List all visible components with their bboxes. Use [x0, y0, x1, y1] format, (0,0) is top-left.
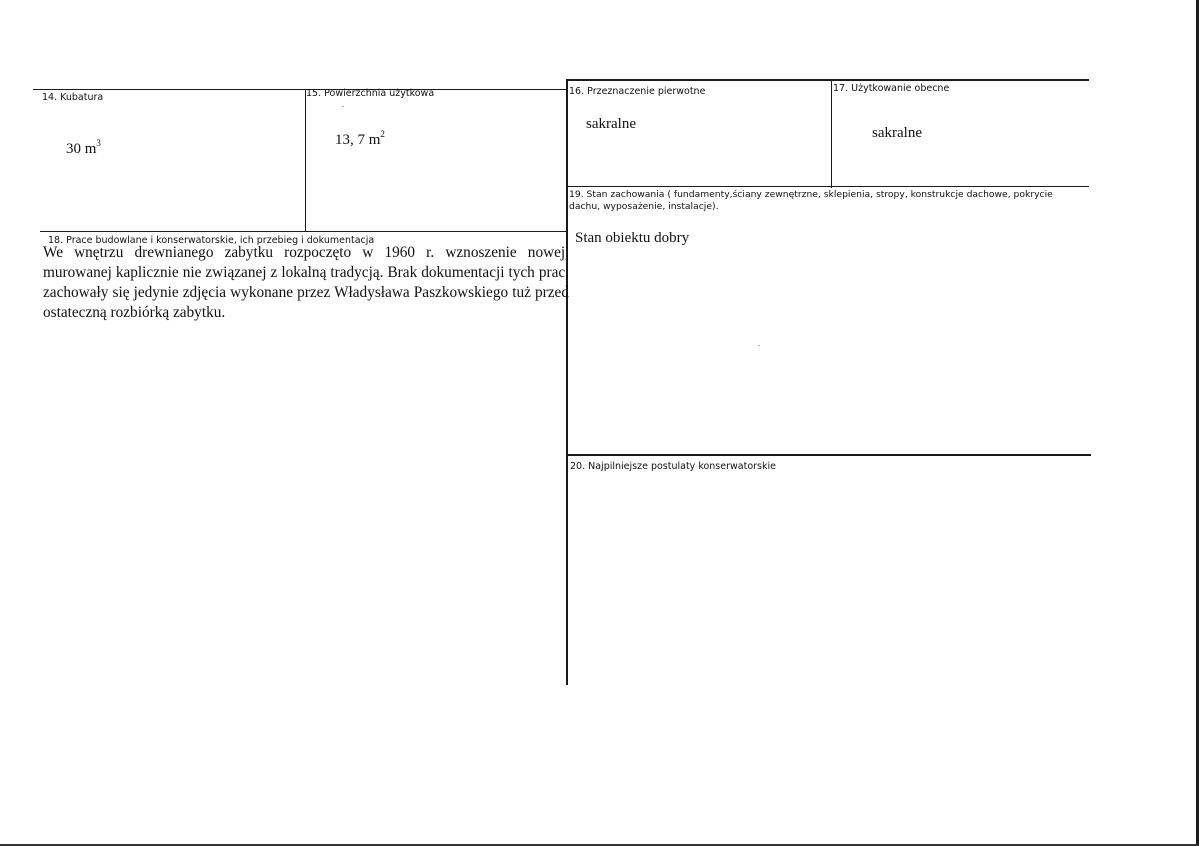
kubatura-unit-exponent: 3	[96, 138, 101, 148]
row-top-line	[33, 89, 566, 90]
row-top-line-right	[566, 79, 1089, 81]
divider-15-16	[566, 80, 568, 685]
uzytkowanie-obecne-value: sakralne	[872, 125, 922, 141]
scan-speck	[342, 106, 344, 107]
uzytkowanie-obecne-label: 17. Użytkowanie obecne	[833, 83, 950, 94]
powierzchnia-value	[335, 129, 385, 149]
line-above-20	[566, 454, 1091, 456]
divider-14-15	[305, 89, 306, 232]
powierzchnia-number: 13, 7 m	[335, 132, 381, 148]
przeznaczenie-pierwotne-value: sakralne	[586, 116, 636, 132]
postulaty-label: 20. Najpilniejsze postulaty konserwatorskie	[570, 461, 776, 472]
prace-budowlane-text: We wnętrzu drewnianego zabytku rozpoczęto w 1960 r. wznoszenie nowej, murowanej kaplicznie nie związanej z lokalną tradycją. Brak dokumentacji tych prac, zachowały się jedynie zdjęcia wykonane przez Władysława Paszkowskiego tuż przed ostateczną rozbiórką zabytku.	[43, 244, 569, 321]
kubatura-number: 30 m	[66, 141, 97, 157]
prace-budowlane-label: 18. Prace budowlane i konserwatorskie, ich przebieg i dokumentacja	[48, 235, 375, 246]
powierzchnia-label: 15. Powierzchnia użytkowa	[306, 88, 435, 99]
scan-speck	[758, 345, 760, 346]
powierzchnia-unit-exponent: 2	[380, 129, 385, 139]
kubatura-label: 14. Kubatura	[42, 92, 104, 103]
kubatura-value	[66, 138, 101, 158]
przeznaczenie-pierwotne-label: 16. Przeznaczenie pierwotne	[569, 86, 706, 97]
line-above-18	[40, 231, 567, 232]
divider-16-17	[831, 80, 832, 188]
stan-zachowania-value: Stan obiektu dobry	[575, 230, 690, 246]
stan-zachowania-label: 19. Stan zachowania ( fundamenty,ściany zewnętrzne, sklepienia, stropy, konstrukcje dachowe, pokrycie dachu, wyposażenie, instalacje).	[569, 189, 1053, 212]
line-above-19	[566, 186, 1089, 187]
